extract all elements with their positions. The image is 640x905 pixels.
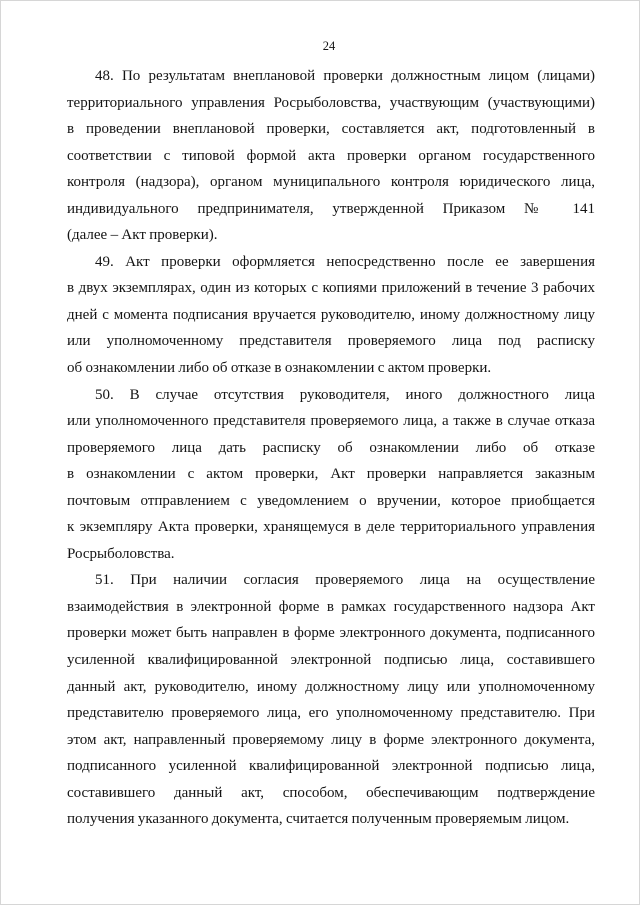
- text-line: об ознакомлении либо об отказе в ознакомлении с актом проверки.: [67, 360, 492, 377]
- text-line: контроля (надзора), органом муниципального контроля юридического лица,: [67, 174, 595, 191]
- text-line: дней с момента подписания вручается руководителю, иному должностному лицу: [67, 306, 595, 323]
- text-line: 49. Акт проверки оформляется непосредственно после ее завершения: [95, 253, 595, 270]
- text-line: 51. При наличии согласия проверяемого лица на осуществление: [95, 572, 595, 589]
- text-line: данный акт, руководителю, иному должностному лицу или уполномоченному: [67, 678, 595, 695]
- paragraph-48: [67, 63, 595, 249]
- paragraph-50: [67, 382, 595, 568]
- text-line: в двух экземплярах, один из которых с копиями приложений в течение 3 рабочих: [67, 280, 595, 297]
- paragraph-51: [67, 567, 595, 832]
- text-line: или уполномоченного представителя проверяемого лица, а также в случае отказа: [67, 413, 595, 430]
- text-line: соответствии с типовой формой акта проверки органом государственного: [67, 147, 595, 164]
- page-number: 24: [322, 39, 336, 53]
- text-line: в ознакомлении с актом проверки, Акт проверки направляется заказным: [67, 466, 595, 483]
- text-line: индивидуального предпринимателя, утвержденной Приказом № 141: [67, 200, 595, 217]
- document-body: [67, 63, 595, 833]
- text-line: или уполномоченному представителя проверяемого лица под расписку: [67, 333, 595, 350]
- text-line: взаимодействия в электронной форме в рамках государственного надзора Акт: [67, 598, 595, 615]
- text-line: этом акт, направленный проверяемому лицу в форме электронного документа,: [67, 731, 595, 748]
- text-line: подписанного усиленной квалифицированной электронной подписью лица,: [67, 758, 595, 775]
- paragraph-49: [67, 249, 595, 382]
- text-line: усиленной квалифицированной электронной подписью лица, составившего: [67, 652, 595, 669]
- text-line: к экземпляру Акта проверки, хранящемуся в деле территориального управления: [67, 519, 595, 536]
- text-line: проверяемого лица дать расписку об ознакомлении либо об отказе: [67, 439, 595, 456]
- text-line: в проведении внеплановой проверки, составляется акт, подготовленный в: [67, 121, 595, 138]
- text-line: 48. По результатам внеплановой проверки должностным лицом (лицами): [95, 68, 595, 84]
- text-line: 50. В случае отсутствия руководителя, иного должностного лица: [95, 386, 595, 403]
- text-line: Росрыболовства.: [67, 545, 175, 562]
- text-line: представителю проверяемого лица, его уполномоченному представителю. При: [67, 705, 595, 722]
- text-line: (далее – Акт проверки).: [67, 227, 218, 244]
- text-line: почтовым отправлением с уведомлением о вручении, которое приобщается: [67, 492, 595, 509]
- text-line: составившего данный акт, способом, обеспечивающим подтверждение: [67, 784, 595, 801]
- text-line: территориального управления Росрыболовства, участвующим (участвующими): [67, 94, 595, 111]
- text-line: проверки может быть направлен в форме электронного документа, подписанного: [67, 625, 595, 642]
- text-line: получения указанного документа, считается полученным проверяемым лицом.: [67, 811, 570, 828]
